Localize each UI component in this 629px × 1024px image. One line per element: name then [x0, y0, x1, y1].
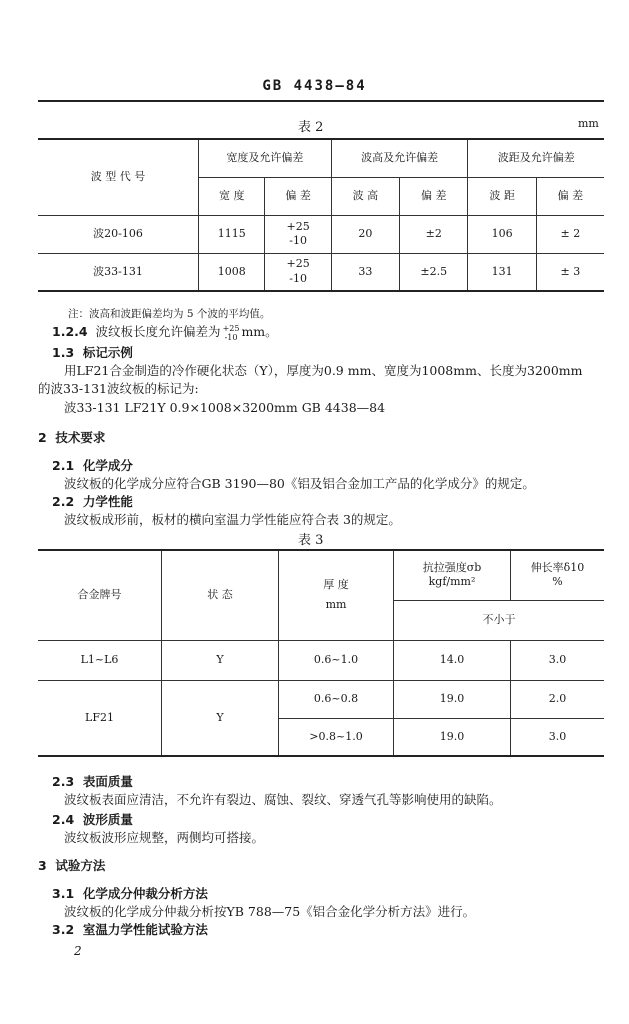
table3-cell: 19.0 — [394, 718, 511, 756]
table2-cell: 波20-106 — [38, 215, 198, 253]
section-1-2-4: 1.2.4 波纹板长度允许偏差为 +25 -10 mm。 — [52, 323, 278, 342]
table2-subhead: 偏 差 — [265, 177, 331, 215]
table2-subhead: 波 距 — [468, 177, 536, 215]
table3-caption: 表 3 — [298, 533, 324, 548]
table3-cell: 14.0 — [394, 640, 511, 680]
table2-cell: 20 — [331, 215, 399, 253]
table3-cell: 3.0 — [511, 718, 605, 756]
table2-cell: 33 — [331, 253, 399, 291]
table2-subhead: 波 高 — [331, 177, 399, 215]
section-2-2: 2.2 力学性能 — [52, 494, 133, 509]
table2 — [38, 138, 604, 292]
section-3: 3 试验方法 — [38, 858, 106, 873]
table3-head-alloy: 合金牌号 — [38, 550, 162, 640]
table-row — [38, 640, 604, 680]
table2-group-width: 宽度及允许偏差 — [198, 139, 331, 177]
table2-cell: 1115 — [198, 215, 264, 253]
table3-cell: >0.8~1.0 — [279, 718, 394, 756]
table3-cell: LF21 — [38, 680, 162, 756]
table3-cell: Y — [162, 680, 279, 756]
table3-head-elongation: 伸长率δ10 % — [511, 550, 605, 600]
section-3-2: 3.2 室温力学性能试验方法 — [52, 922, 208, 937]
table3-cell: 0.6~0.8 — [279, 680, 394, 718]
section-2-3: 2.3 表面质量 — [52, 774, 133, 789]
table2-cell: 波33-131 — [38, 253, 198, 291]
table2-cell: 106 — [468, 215, 536, 253]
table3-head-min: 不小于 — [394, 600, 605, 640]
section-2-1-text: 波纹板的化学成分应符合GB 3190—80《铝及铝合金加工产品的化学成分》的规定。 — [64, 476, 535, 491]
table2-caption: 表 2 — [298, 120, 324, 135]
table2-cell: ± 3 — [536, 253, 604, 291]
table2-subhead: 偏 差 — [536, 177, 604, 215]
table2-group-pitch: 波距及允许偏差 — [468, 139, 604, 177]
section-2-4: 2.4 波形质量 — [52, 812, 133, 827]
table3-cell: 0.6~1.0 — [279, 640, 394, 680]
table3-cell: Y — [162, 640, 279, 680]
section-2: 2 技术要求 — [38, 430, 106, 445]
marking-example: 波33-131 LF21Y 0.9×1008×3200mm GB 4438—84 — [64, 400, 386, 415]
marking-text-1: 用LF21合金制造的冷作硬化状态（Y），厚度为0.9 mm、宽度为1008mm、长度为3200mm — [64, 363, 583, 378]
table2-unit: mm — [578, 117, 599, 130]
table3-head-thickness: 厚 度 mm — [279, 550, 394, 640]
table2-cell: ±2.5 — [400, 253, 468, 291]
page-number: 2 — [74, 944, 82, 958]
standard-header: GB 4438—84 — [262, 78, 367, 94]
section-2-1: 2.1 化学成分 — [52, 458, 133, 473]
table2-note: 注：波高和波距偏差均为 5 个波的平均值。 — [68, 308, 271, 320]
table3-cell: 3.0 — [511, 640, 605, 680]
section-2-2-text: 波纹板成形前，板材的横向室温力学性能应符合表 3的规定。 — [64, 512, 401, 527]
table3-cell: 2.0 — [511, 680, 605, 718]
table2-cell: ± 2 — [536, 215, 604, 253]
table2-cell: 1008 — [198, 253, 264, 291]
table2-cell: 131 — [468, 253, 536, 291]
table-row — [38, 215, 604, 253]
table-row — [38, 680, 604, 718]
marking-text-2: 的波33-131波纹板的标记为: — [38, 381, 199, 396]
table2-cell: +25 -10 — [265, 253, 331, 291]
section-2-3-text: 波纹板表面应清洁，不允许有裂边、腐蚀、裂纹、穿透气孔等影响使用的缺陷。 — [64, 792, 502, 807]
table3-head-strength: 抗拉强度σb kgf/mm² — [394, 550, 511, 600]
table2-group-height: 波高及允许偏差 — [331, 139, 468, 177]
table3-cell: L1~L6 — [38, 640, 162, 680]
table3-head-state: 状 态 — [162, 550, 279, 640]
table2-subhead: 偏 差 — [400, 177, 468, 215]
header-rule — [38, 100, 604, 102]
table2-rowhead: 波 型 代 号 — [38, 139, 198, 215]
section-1-3: 1.3 标记示例 — [52, 345, 133, 360]
table2-cell: ±2 — [400, 215, 468, 253]
table2-cell: +25 -10 — [265, 215, 331, 253]
table-row — [38, 253, 604, 291]
table2-subhead: 宽 度 — [198, 177, 264, 215]
table3 — [38, 549, 604, 757]
section-3-1-text: 波纹板的化学成分仲裁分析按YB 788—75《铝合金化学分析方法》进行。 — [64, 904, 476, 919]
table3-cell: 19.0 — [394, 680, 511, 718]
section-3-1: 3.1 化学成分仲裁分析方法 — [52, 886, 208, 901]
section-2-4-text: 波纹板波形应规整，两侧均可搭接。 — [64, 830, 265, 845]
